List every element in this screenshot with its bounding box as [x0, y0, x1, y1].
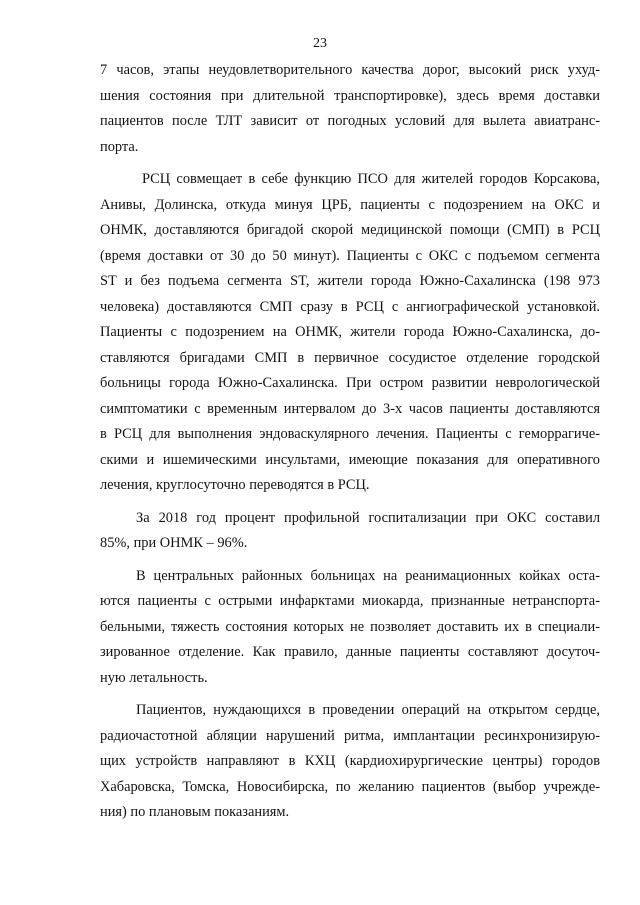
text-line: Хабаровска, Томска, Новосибирска, по желанию пациентов (выбор учрежде-	[100, 778, 600, 795]
text-line: шения состояния при длительной транспортировке), здесь время доставки	[100, 87, 600, 104]
text-line: ную летальность.	[100, 669, 208, 686]
text-line: (время доставки от 30 до 50 минут). Пациенты с ОКС с подъемом сегмента	[100, 247, 600, 264]
text-line: За 2018 год процент профильной госпитализации при ОКС составил	[136, 509, 600, 526]
text-line: ST и без подъема сегмента ST, жители города Южно-Сахалинска (198 973	[100, 273, 600, 289]
text-line: щих устройств направляют в КХЦ (кардиохирургические центры) городов	[100, 753, 600, 769]
text-line: ются пациенты с острыми инфарктами миокарда, признанные нетранспорта-	[100, 593, 600, 609]
text-line: ОНМК, доставляются бригадой скорой медицинской помощи (СМП) в РСЦ	[100, 222, 600, 238]
paragraph-3	[100, 506, 600, 557]
paragraph-5	[100, 698, 600, 826]
text-line: В центральных районных больницах на реанимационных койках оста-	[136, 567, 600, 584]
text-line: пациентов после ТЛТ зависит от погодных условий для вылета авиатранс-	[100, 113, 600, 129]
paragraph-2	[100, 167, 600, 499]
text-line: порта.	[100, 138, 139, 155]
text-line: скими и ишемическими инсультами, имеющие показания для оперативного	[100, 451, 600, 468]
text-line: Анивы, Долинска, откуда минуя ЦРБ, пациенты с подозрением на ОКС и	[100, 196, 600, 213]
text-line: больницы города Южно-Сахалинска. При остром развитии неврологической	[100, 375, 600, 391]
text-line: бельными, тяжесть состояния которых не позволяет доставить их в специали-	[100, 618, 600, 635]
paragraph-4	[100, 564, 600, 692]
text-line: симптоматики с временным интервалом до 3-х часов пациенты доставляются	[100, 400, 600, 417]
text-line: в РСЦ для выполнения эндоваскулярного лечения. Пациенты с геморрагиче-	[100, 426, 600, 442]
paragraph-1	[100, 58, 600, 160]
document-body	[100, 58, 600, 826]
text-line: ния) по плановым показаниям.	[100, 804, 290, 820]
text-line: зированное отделение. Как правило, данные пациенты составляют досуточ-	[100, 644, 600, 660]
page-number: 23	[313, 36, 327, 51]
text-line: РСЦ совмещает в себе функцию ПСО для жителей городов Корсакова,	[142, 171, 600, 187]
text-line: 85%, при ОНМК – 96%.	[100, 535, 248, 551]
text-line: человека) доставляются СМП сразу в РСЦ с ангиографической установкой.	[100, 298, 600, 315]
text-line: Пациенты с подозрением на ОНМК, жители города Южно-Сахалинска, до-	[100, 324, 600, 340]
text-line: лечения, круглосуточно переводятся в РСЦ.	[100, 477, 370, 493]
text-line: радиочастотной абляции нарушений ритма, имплантации ресинхронизирую-	[100, 727, 600, 744]
text-line: 7 часов, этапы неудовлетворительного качества дорог, высокий риск ухуд-	[100, 62, 600, 78]
text-line: ставляются бригадами СМП в первичное сосудистое отделение городской	[100, 349, 600, 366]
text-line: Пациентов, нуждающихся в проведении операций на открытом сердце,	[136, 702, 600, 718]
